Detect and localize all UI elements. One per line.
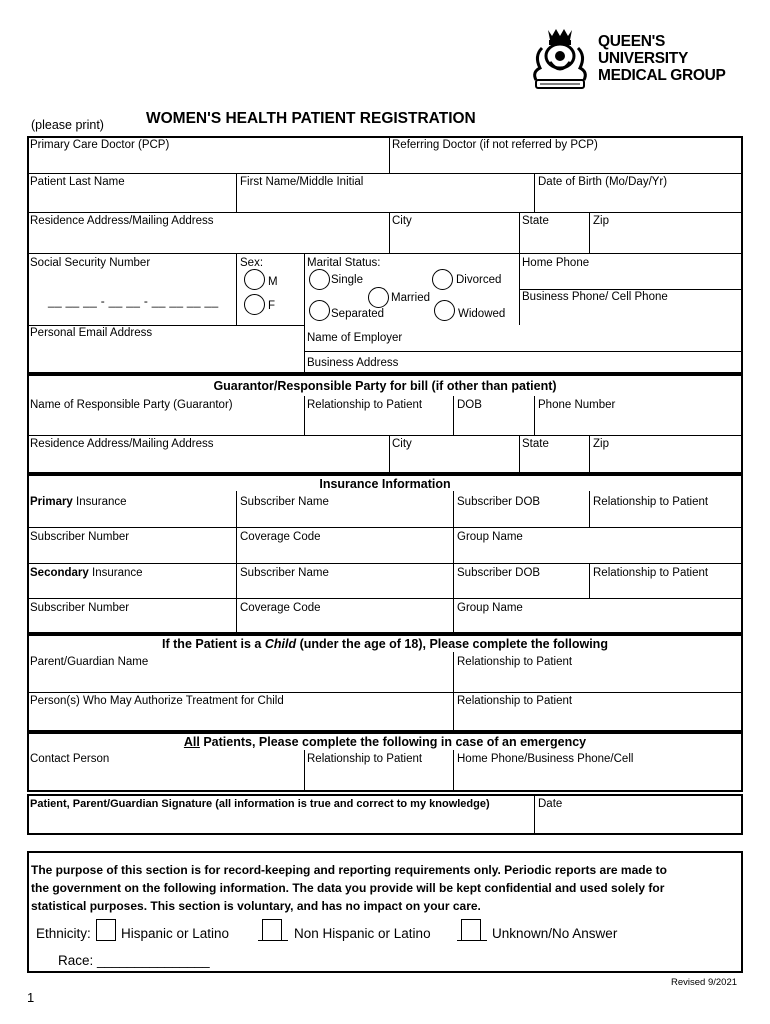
primary-bold: Primary (30, 496, 73, 508)
signature-field[interactable]: Patient, Parent/Guardian Signature (all information is true and correct to my knowledge) (30, 798, 490, 810)
sex-m-label: M (268, 276, 278, 288)
secondary-relationship-field[interactable]: Relationship to Patient (593, 567, 709, 579)
last-name-field[interactable]: Patient Last Name (30, 176, 125, 188)
primary-subscriber-dob-field[interactable]: Subscriber DOB (457, 496, 541, 508)
separated-label: Separated (331, 308, 385, 320)
logo-line-3: MEDICAL GROUP (598, 67, 726, 84)
non-hispanic-label: Non Hispanic or Latino (294, 926, 431, 941)
primary-insurance-field[interactable] (30, 496, 127, 508)
guarantor-city-field[interactable]: City (392, 438, 412, 450)
logo (528, 26, 743, 96)
address-field[interactable]: Residence Address/Mailing Address (30, 215, 214, 227)
emergency-title-u: All (183, 735, 200, 749)
divorced-radio[interactable] (432, 269, 453, 290)
state-field[interactable]: State (522, 215, 549, 227)
logo-line-1: QUEEN'S (598, 33, 666, 50)
single-radio[interactable] (309, 269, 330, 290)
primary-coverage-code-field[interactable]: Coverage Code (240, 531, 321, 543)
unknown-label: Unknown/No Answer (492, 926, 618, 941)
emergency-phones-field[interactable]: Home Phone/Business Phone/Cell (457, 753, 634, 765)
primary-relationship-field[interactable]: Relationship to Patient (593, 496, 709, 508)
secondary-coverage-code-field[interactable]: Coverage Code (240, 602, 321, 614)
guarantor-dob-field[interactable]: DOB (457, 399, 482, 411)
please-print-note: (please print) (31, 118, 104, 132)
sex-f-radio[interactable] (244, 294, 265, 315)
guarantor-zip-field[interactable]: Zip (593, 438, 609, 450)
stats-text-line-2: the government on the following information. The data you provide will be kept confidential and used solely for (31, 881, 665, 895)
ssn-field[interactable]: Social Security Number (30, 257, 151, 269)
non-hispanic-checkbox[interactable] (262, 919, 282, 941)
hispanic-checkbox[interactable] (96, 919, 116, 941)
ethnicity-label: Ethnicity: (36, 926, 91, 941)
ssn-mask: __ __ __ - __ __ - __ __ __ __ (48, 294, 219, 308)
unknown-checkbox[interactable] (461, 919, 481, 941)
city-field[interactable]: City (392, 215, 412, 227)
secondary-subscriber-number-field[interactable]: Subscriber Number (30, 602, 130, 614)
email-field[interactable]: Personal Email Address (30, 327, 153, 339)
child-title-post: (under the age of 18), Please complete the following (296, 637, 608, 651)
stats-text-line-1: The purpose of this section is for record-keeping and reporting requirements only. Periodic reports are made to (31, 863, 667, 877)
primary-group-name-field[interactable]: Group Name (457, 531, 523, 543)
zip-field[interactable]: Zip (593, 215, 609, 227)
secondary-subscriber-name-field[interactable]: Subscriber Name (240, 567, 329, 579)
guardian-relationship-field[interactable]: Relationship to Patient (457, 656, 573, 668)
child-title-pre: If the Patient is a (162, 637, 265, 651)
separated-radio[interactable] (309, 300, 330, 321)
hispanic-label: Hispanic or Latino (121, 926, 230, 941)
emergency-title-rest: Patients, Please complete the following in case of an emergency (199, 735, 587, 749)
first-name-field[interactable]: First Name/Middle Initial (240, 176, 364, 188)
signature-date-field[interactable]: Date (538, 798, 563, 810)
guarantor-title: Guarantor/Responsible Party for bill (if other than patient) (213, 379, 557, 393)
primary-rest: Insurance (72, 496, 127, 508)
guarantor-state-field[interactable]: State (522, 438, 549, 450)
authorize-relationship-field[interactable]: Relationship to Patient (457, 695, 573, 707)
pcp-field[interactable]: Primary Care Doctor (PCP) (30, 139, 170, 151)
home-phone-field[interactable]: Home Phone (522, 257, 590, 269)
guarantor-name-field[interactable]: Name of Responsible Party (Guarantor) (30, 399, 233, 411)
divorced-label: Divorced (456, 274, 502, 286)
married-radio[interactable] (368, 287, 389, 308)
crest-icon (528, 26, 592, 96)
emergency-relationship-field[interactable]: Relationship to Patient (307, 753, 423, 765)
race-field[interactable]: Race: _______________ (58, 953, 210, 968)
sex-f-label: F (268, 300, 276, 312)
secondary-subscriber-dob-field[interactable]: Subscriber DOB (457, 567, 541, 579)
guarantor-address-field[interactable]: Residence Address/Mailing Address (30, 438, 214, 450)
revised-date: Revised 9/2021 (671, 977, 738, 988)
sex-label: Sex: (240, 257, 264, 269)
emergency-contact-field[interactable]: Contact Person (30, 753, 110, 765)
emergency-title (28, 735, 742, 749)
referring-doctor-field[interactable]: Referring Doctor (if not referred by PCP) (392, 139, 598, 151)
marital-label: Marital Status: (307, 257, 381, 269)
primary-subscriber-name-field[interactable]: Subscriber Name (240, 496, 329, 508)
dob-field[interactable]: Date of Birth (Mo/Day/Yr) (538, 176, 668, 188)
widowed-label: Widowed (458, 308, 506, 320)
child-title-em: Child (264, 637, 297, 651)
employer-field[interactable]: Name of Employer (307, 332, 403, 344)
secondary-bold: Secondary (30, 567, 89, 579)
primary-subscriber-number-field[interactable]: Subscriber Number (30, 531, 130, 543)
child-title (28, 637, 742, 651)
married-label: Married (391, 292, 430, 304)
secondary-group-name-field[interactable]: Group Name (457, 602, 523, 614)
guarantor-relationship-field[interactable]: Relationship to Patient (307, 399, 423, 411)
secondary-rest: Insurance (88, 567, 143, 579)
logo-line-2: UNIVERSITY (598, 50, 689, 67)
authorize-treatment-field[interactable]: Person(s) Who May Authorize Treatment for Child (30, 695, 284, 707)
guardian-name-field[interactable]: Parent/Guardian Name (30, 656, 149, 668)
page-number: 1 (27, 990, 35, 1005)
sex-m-radio[interactable] (244, 269, 265, 290)
business-address-field[interactable]: Business Address (307, 357, 399, 369)
guarantor-phone-field[interactable]: Phone Number (538, 399, 616, 411)
business-phone-field[interactable]: Business Phone/ Cell Phone (522, 291, 668, 303)
widowed-radio[interactable] (434, 300, 455, 321)
page-title: WOMEN'S HEALTH PATIENT REGISTRATION (146, 110, 476, 127)
single-label: Single (331, 274, 363, 286)
secondary-insurance-field[interactable] (30, 567, 143, 579)
insurance-title: Insurance Information (319, 477, 451, 491)
stats-text-line-3: statistical purposes. This section is voluntary, and has no impact on your care. (31, 899, 481, 913)
